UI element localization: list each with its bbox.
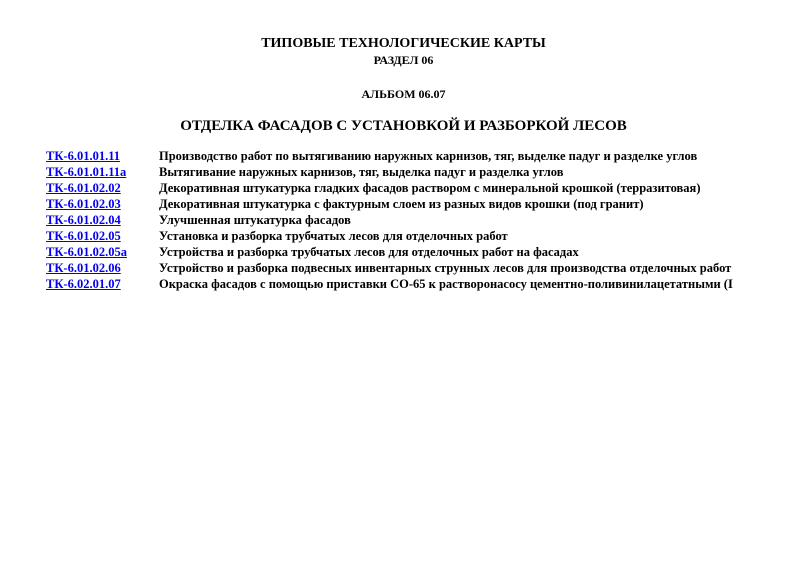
document-title-text: Декоративная штукатурка с фактурным слоем из разных видов крошки (под гранит) xyxy=(159,197,644,211)
document-list xyxy=(46,148,770,292)
document-link[interactable]: ТК-6.01.02.05а xyxy=(46,245,127,259)
document-link[interactable]: ТК-6.01.02.04 xyxy=(46,213,121,227)
list-item xyxy=(46,148,770,164)
section-label: РАЗДЕЛ 06 xyxy=(373,53,434,67)
album-subject: ОТДЕЛКА ФАСАДОВ С УСТАНОВКОЙ И РАЗБОРКОЙ ЛЕСОВ xyxy=(180,118,627,134)
document-title-text: Декоративная штукатурка гладких фасадов раствором с минеральной крошкой (терразитовая) xyxy=(159,181,701,195)
list-item xyxy=(46,260,770,276)
document-title: ТИПОВЫЕ ТЕХНОЛОГИЧЕСКИЕ КАРТЫ xyxy=(261,36,546,51)
document-title-text: Улучшенная штукатурка фасадов xyxy=(159,213,351,227)
list-item xyxy=(46,180,770,196)
document-link[interactable]: ТК-6.01.02.06 xyxy=(46,261,121,275)
document-link[interactable]: ТК-6.01.02.02 xyxy=(46,181,121,195)
document-link[interactable]: ТК-6.01.02.03 xyxy=(46,197,121,211)
document-title-text: Устройство и разборка подвесных инвентарных струнных лесов для производства отделочных работ xyxy=(159,261,732,275)
list-item xyxy=(46,196,770,212)
document-title-text: Установка и разборка трубчатых лесов для отделочных работ xyxy=(159,229,508,243)
list-item xyxy=(46,212,770,228)
document-link[interactable]: ТК-6.01.01.11а xyxy=(46,165,127,179)
list-item xyxy=(46,244,770,260)
document-title-text: Вытягивание наружных карнизов, тяг, выделка падуг и разделка углов xyxy=(159,165,564,179)
list-item xyxy=(46,228,770,244)
document-title-text: Устройства и разборка трубчатых лесов для отделочных работ на фасадах xyxy=(159,245,579,259)
document-link[interactable]: ТК-6.01.02.05 xyxy=(46,229,121,243)
list-item xyxy=(46,276,770,292)
document-title-text: Окраска фасадов с помощью приставки СО-65 к растворонасосу цементно-поливинилацетатными (I xyxy=(159,277,733,291)
document-title-text: Производство работ по вытягиванию наружных карнизов, тяг, выделке падуг и разделке углов xyxy=(159,149,698,163)
document-link[interactable]: ТК-6.02.01.07 xyxy=(46,277,121,291)
list-item xyxy=(46,164,770,180)
album-label: АЛЬБОМ 06.07 xyxy=(361,87,446,101)
document-link[interactable]: ТК-6.01.01.11 xyxy=(46,149,120,163)
